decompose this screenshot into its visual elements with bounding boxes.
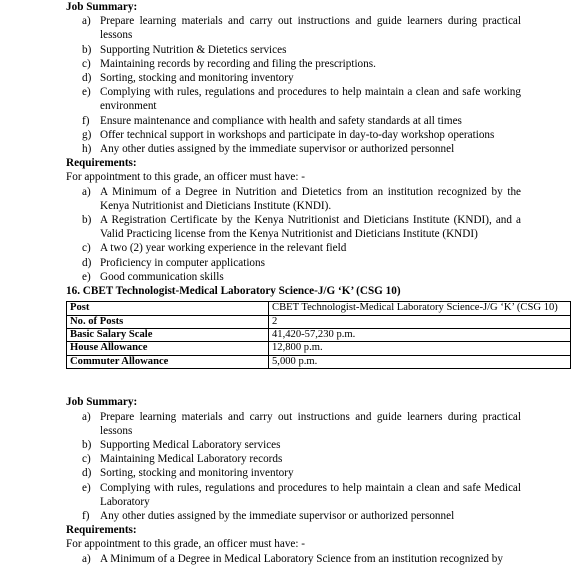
table-row [67,355,571,368]
job-summary-heading: Job Summary: [66,1,138,13]
list-item: f) Ensure maintenance and compliance with health and safety standards at all times [82,114,462,127]
list-item: b) A Registration Certificate by the Kenya Nutritionist and Dieticians Institute (KNDI), and a Valid Practicing license from the Kenya Nutritionist and Dieticians Institute (KNDI) [82,214,521,241]
table-key: Basic Salary Scale [67,329,269,342]
table-value: 12,800 p.m. [269,342,571,355]
list-item: b) Supporting Medical Laboratory services [82,438,281,451]
table-key: Post [67,302,269,315]
job-summary-list [0,14,585,156]
job-summary-list [0,410,585,524]
requirements-heading: Requirements: [66,524,137,537]
section-title: 16. CBET Technologist-Medical Laboratory Science-J/G ‘K’ (CSG 10) [66,285,401,298]
list-item: d) Sorting, stocking and monitoring inventory [82,467,294,480]
list-item: a) A Minimum of a Degree in Medical Laboratory Science from an institution recognized by [82,552,503,565]
table-row [67,315,571,328]
list-item: e) Good communication skills [82,270,224,283]
list-item: c) A two (2) year working experience in the relevant field [82,242,347,255]
list-item: a) Prepare learning materials and carry out instructions and guide learners during practical lessons [82,410,521,437]
spacer [0,369,585,395]
list-item: g) Offer technical support in workshops and participate in day-to-day workshop operations [82,128,495,141]
job-summary-heading: Job Summary: [66,396,138,409]
list-item: a) A Minimum of a Degree in Nutrition and Dietetics from an institution recognized by the Kenya Nutritionist and Dieticians Institute (KNDI). [82,185,521,212]
requirements-intro: For appointment to this grade, an officer must have: - [66,538,306,551]
table-value: CBET Technologist-Medical Laboratory Science-J/G ‘K’ (CSG 10) [269,302,571,315]
table-row [67,302,571,315]
table-value: 5,000 p.m. [269,355,571,368]
list-item: a) Prepare learning materials and carry out instructions and guide learners during practical lessons [82,15,521,42]
table-key: No. of Posts [67,315,269,328]
list-item: c) Maintaining Medical Laboratory records [82,453,283,466]
list-item: e) Complying with rules, regulations and procedures to help maintain a clean and safe Medical Laboratory [82,481,521,508]
list-item: e) Complying with rules, regulations and procedures to help maintain a clean and safe working environment [82,86,521,113]
list-item: d) Sorting, stocking and monitoring inventory [82,72,294,85]
requirements-list [0,552,585,566]
requirements-heading: Requirements: [66,157,137,170]
table-value: 41,420-57,230 p.m. [269,329,571,342]
list-item: c) Maintaining records by recording and filing the prescriptions. [82,57,376,70]
table-row [67,329,571,342]
list-item: h) Any other duties assigned by the immediate supervisor or authorized personnel [82,143,455,156]
requirements-intro: For appointment to this grade, an officer must have: - [66,171,306,184]
list-item: d) Proficiency in computer applications [82,256,265,269]
list-item: f) Any other duties assigned by the immediate supervisor or authorized personnel [82,509,455,522]
table-row [67,342,571,355]
list-item: b) Supporting Nutrition & Dietetics services [82,43,287,56]
table-key: Commuter Allowance [67,355,269,368]
requirements-list [0,185,585,284]
table-value: 2 [269,315,571,328]
post-details-table [66,301,571,369]
table-key: House Allowance [67,342,269,355]
